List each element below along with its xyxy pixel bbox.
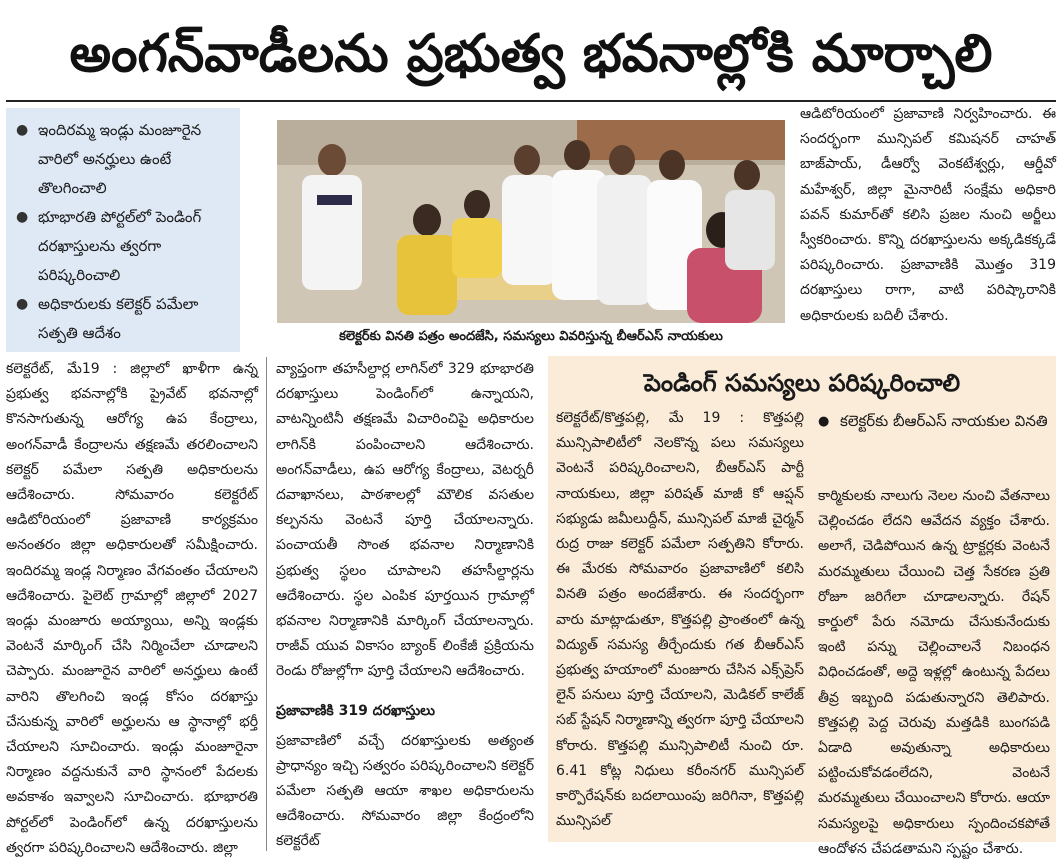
headline: అంగన్‌వాడీలను ప్రభుత్వ భవనాల్లోకి మార్చాలి [69, 24, 993, 84]
highlights-box [6, 108, 240, 352]
highlight-text: అధికారులకు కలెక్టర్ పమేలా సత్పతి ఆదేశం [38, 295, 199, 342]
bullet-icon: ● [818, 414, 830, 429]
side-bullet-text: కలెక్టర్‌కు బీఆర్ఎస్ నాయకుల వినతి [840, 412, 1048, 430]
side-story-title: పెండింగ్ సమస్యలు పరిష్కరించాలి [643, 369, 961, 397]
news-photo [277, 120, 785, 323]
subheading: ప్రజావాణికి 319 దరఖాస్తులు [276, 702, 435, 719]
paragraph: వ్యాప్తంగా తహసీల్దార్ల లాగిన్‌లో 329 భూభారతి దరఖాస్తులు పెండింగ్‌లో ఉన్నాయని, వాటన్నింటినీ తక్షణమే విచారించిపై అధికారుల లాగిన్‌కి పంపించాలని ఆదేశించారు. అంగన్‌వాడీలు, ఉప ఆరోగ్య కేంద్రాలు, వెటర్నరీ దవాఖానలు, పాఠశాలల్లో మౌలిక వసతుల కల్పనను వెంటనే పూర్తి చేయాలన్నారు. పంచాయతీ సొంత భవనాల నిర్మాణానికి ప్రభుత్వ స్థలం చూపాలని తహసీల్దార్లను ఆదేశించారు. స్థల ఎంపిక పూర్తయిన గ్రామాల్లో భవనాల నిర్మాణానికి మార్కింగ్ చేయాలన్నారు. రాజీవ్ యువ వికాసం బ్యాంక్ లింకేజీ ప్రక్రియను రెండు రోజుల్లోగా పూర్తి చేయాలని ఆదేశించారు. [276, 361, 534, 680]
bullet-icon: ● [16, 122, 29, 138]
main-story-col2 [276, 357, 534, 852]
highlight-text: భూభారతి పోర్టల్‌లో పెండింగ్ దరఖాస్తులను త్వరగా పరిష్కరించాలి [38, 208, 202, 284]
main-story-col1 [6, 357, 258, 856]
side-story-col2 [818, 484, 1050, 857]
paragraph: కలెక్టరేట్, మే19 : జిల్లాలో ఖాళీగా ఉన్న ప్రభుత్వ భవనాల్లోకి ప్రైవేట్ భవనాల్లో కొనసాగుతున్న ఆరోగ్య ఉప కేంద్రాలు, అంగన్‌వాడీ కేంద్రాలను తక్షణమే తరలించాలని కలెక్టర్ పమేలా సత్పతి అధికారులను ఆదేశించారు. సోమవారం కలెక్టరేట్ ఆడిటోరియంలో ప్రజావాణి కార్యక్రమం అనంతరం జిల్లా అధికారులతో సమీక్షించారు. ఇందిరమ్మ ఇండ్ల నిర్మాణం వేగవంతం చేయాలని ఆదేశించారు. పైలెట్ గ్రామాల్లో జిల్లాలో 2027 ఇండ్లు మంజూరు అయ్యాయి, అన్ని ఇండ్లకు వెంటనే మార్కింగ్ చేసి నిర్మించేలా చూడాలని చెప్పారు. మంజూరైన వారిలో అనర్హులు ఉంటే వారిని తొలగించి ఇండ్ల కోసం దరఖాస్తు చేసుకున్న వారిలో అర్హులను ఆ స్థానాల్లో భర్తీ చేయాలని సూచించారు. ఇండ్లు మంజూరైనా నిర్మాణం వద్దనుకునే వారి స్థానంలో పేదలకు అవకాశం ఇవ్వాలని సూచించారు. భూభారతి పోర్టల్‌లో పెండింగ్‌లో ఉన్న దరఖాస్తులను త్వరగా పరిష్కరించాలని ఆదేశించారు. జిల్లా [6, 361, 258, 856]
highlight-item [16, 203, 232, 290]
bullet-icon: ● [16, 296, 29, 312]
side-story-col1 [556, 406, 804, 836]
photo-caption: కలెక్టర్‌కు వినతి పత్రం అందజేసి, సమస్యలు వివరిస్తున్న బీఆర్ఎస్ నాయకులు [339, 329, 723, 344]
column-divider [266, 357, 267, 851]
highlight-text: ఇందిరమ్మ ఇండ్లు మంజూరైన వారిలో అనర్హులు ఉంటే తొలగించాలి [38, 121, 202, 197]
highlight-item [16, 290, 232, 348]
side-story-bullet [818, 408, 1048, 478]
paragraph: కలెక్టరేట్/కొత్తపల్లి, మే 19 : కొత్తపల్లి మున్సిపాలిటీలో నెలకొన్న పలు సమస్యలు వెంటనే పరిష్కరించాలని, బీఆర్ఎస్ పార్టీ నాయకులు, జిల్లా పరిషత్ మాజీ కో ఆప్షన్ సభ్యుడు జమీలుద్దీన్, మున్సిపల్ మాజీ చైర్మన్ రుద్ర రాజు కలెక్టర్ పమేలా సత్పతిని కోరారు. ఈ మేరకు సోమవారం ప్రజావాణిలో కలిసి వినతి పత్రం అందజేశారు. ఈ సందర్భంగా వారు మాట్లాడుతూ, కొత్తపల్లి ప్రాంతంలో ఉన్న విద్యుత్ సమస్య తీర్చేందుకు గత బీఆర్ఎస్ ప్రభుత్వ హయాంలో మంజూరు చేసిన ఎక్స్‌ప్రెస్ లైన్ పనులు పూర్తి చేయాలని, మెడికల్ కాలేజ్ సబ్ స్టేషన్ నిర్మాణాన్ని త్వరగా పూర్తి చేయాలని కోరారు. కొత్తపల్లి మున్సిపాలిటీ నుంచి రూ. 6.41 కోట్ల నిధులు కరీంనగర్ మున్సిపల్ కార్పొరేషన్‌కు బదలాయింపు జరిగినా, కొత్తపల్లి మున్సిపల్ [556, 410, 804, 830]
paragraph: ప్రజావాణిలో వచ్చే దరఖాస్తులకు అత్యంత ప్రాధాన్యం ఇచ్చి సత్వరం పరిష్కరించాలని కలెక్టర్ పమేలా సత్పతి ఆయా శాఖల అధికారులను ఆదేశించారు. సోమవారం జిల్లా కేంద్రంలోని కలెక్టరేట్ [276, 732, 534, 850]
main-story-col3 [800, 102, 1056, 342]
bullet-icon: ● [16, 209, 29, 225]
highlight-item [16, 116, 232, 203]
paragraph: కార్మికులకు నాలుగు నెలల నుంచి వేతనాలు చెల్లించడం లేదని ఆవేదన వ్యక్తం చేశారు. అలాగే, చెడిపోయిన ఉన్న ట్రాక్టర్లకు వెంటనే మరమ్మతులు చేయించి చెత్త సేకరణ ప్రతి రోజూ జరిగేలా చూడాలన్నారు. రేషన్ కార్డులో పేరు నమోదు చేసుకునేందుకు ఇంటి పన్ను చెల్లించాలనే నిబంధన విధించడంతో, అద్దె ఇళ్లల్లో ఉంటున్న పేదలు తీవ్ర ఇబ్బంది పడుతున్నారని తెలిపారు. కొత్తపల్లి పెద్ద చెరువు మత్తడికి బుంగపడి ఏడాది అవుతున్నా అధికారులు పట్టించుకోవడంలేదని, వెంటనే మరమ్మతులు చేయించాలని కోరారు. ఆయా సమస్యలపై అధికారులు స్పందించకపోతే ఆందోళన చేపడతామని స్పష్టం చేశారు. [818, 488, 1050, 857]
photo-illustration [277, 120, 785, 323]
paragraph: ఆడిటోరియంలో ప్రజావాణి నిర్వహించారు. ఈ సందర్భంగా మున్సిపల్ కమిషనర్ చాహత్ బాజ్‌పాయ్, డీఆర్వో వెంకటేశ్వర్లు, ఆర్డీవో మహేశ్వర్, జిల్లా మైనారిటీ సంక్షేమ అధికారి పవన్ కుమార్‌తో కలిసి ప్రజల నుంచి అర్జీలు స్వీకరించారు. కొన్ని దరఖాస్తులను అక్కడికక్కడే పరిష్కరించారు. ప్రజావాణికి మొత్తం 319 దరఖాస్తులు రాగా, వాటి పరిష్కారానికి అధికారులకు బదిలీ చేశారు. [800, 106, 1056, 324]
